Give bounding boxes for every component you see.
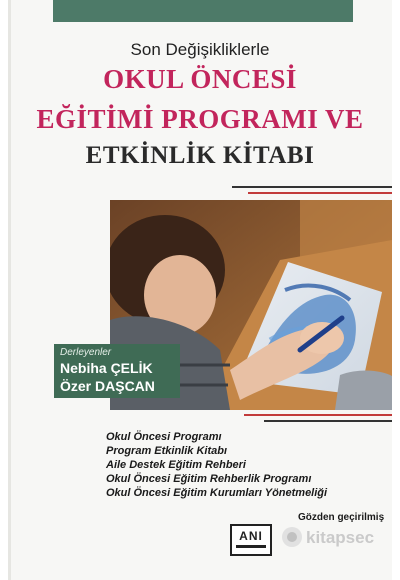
revision-note: Gözden geçirilmiş [298, 512, 385, 523]
author-name: Özer DAŞCAN [60, 378, 155, 394]
book-cover [8, 0, 392, 580]
decorative-rule [244, 414, 392, 416]
contents-list [106, 430, 386, 500]
author-name: Nebiha ÇELİK [60, 360, 153, 376]
contents-item: Okul Öncesi Programı [106, 431, 222, 443]
contents-item: Okul Öncesi Eğitim Kurumları Yönetmeliği [106, 487, 328, 499]
decorative-rule [264, 420, 392, 422]
watermark-text: kitapsec [306, 528, 375, 547]
decorative-rule [248, 192, 392, 194]
publisher-logo-text: ANI [239, 529, 263, 543]
cover-title-line-3: ETKİNLİK KİTABI [85, 142, 315, 169]
contents-item: Aile Destek Eğitim Rehberi [106, 459, 246, 471]
cover-title-line-1: OKUL ÖNCESİ [103, 64, 297, 94]
decorative-rule [232, 186, 392, 188]
contents-item: Okul Öncesi Eğitim Rehberlik Programı [106, 473, 312, 485]
publisher-logo [230, 524, 272, 556]
contents-item: Program Etkinlik Kitabı [106, 445, 228, 457]
watermark-logo [278, 522, 386, 552]
authors-label: Derleyenler [60, 347, 112, 358]
publisher-logo-bar [236, 545, 266, 548]
cover-title-line-2: EĞİTİMİ PROGRAMI VE [36, 104, 364, 134]
top-color-band [53, 0, 353, 22]
cover-subtitle: Son Değişikliklerle [130, 40, 270, 59]
